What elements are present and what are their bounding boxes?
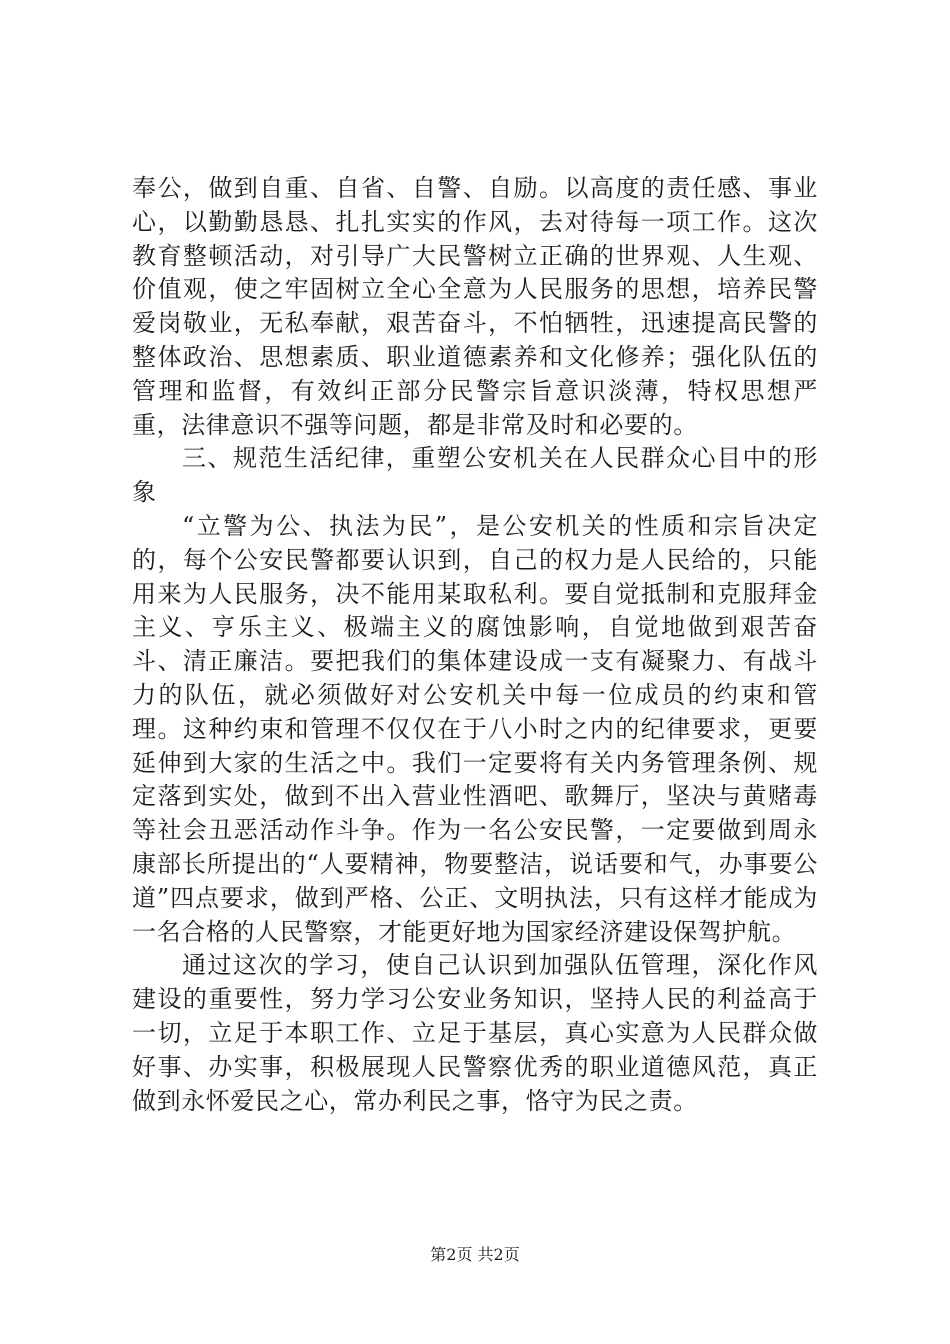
section-heading: 三、规范生活纪律，重塑公安机关在人民群众心目中的形象: [132, 444, 818, 507]
document-body: [132, 172, 818, 1118]
page-footer: 第2页 共2页: [430, 1245, 520, 1264]
paragraph-continued: 奉公，做到自重、自省、自警、自励。以高度的责任感、事业心，以勤勤恳恳、扎扎实实的作风，去对待每一项工作。这次教育整顿活动，对引导广大民警树立正确的世界观、人生观、价值观，使之牢固树立全心全意为人民服务的思想，培养民警爱岗敬业，无私奉献，艰苦奋斗，不怕牺牲，迅速提高民警的整体政治、思想素质、职业道德素养和文化修养；强化队伍的管理和监督，有效纠正部分民警宗旨意识淡薄，特权思想严重，法律意识不强等问题，都是非常及时和必要的。: [132, 174, 818, 439]
paragraph-conclusion: 通过这次的学习，使自己认识到加强队伍管理，深化作风建设的重要性，努力学习公安业务知识，坚持人民的利益高于一切，立足于本职工作、立足于基层，真心实意为人民群众做好事、办实事，积极展现人民警察优秀的职业道德风范，真正做到永怀爱民之心，常办利民之事，恪守为民之责。: [132, 951, 818, 1115]
paragraph-body: “立警为公、执法为民”，是公安机关的性质和宗旨决定的，每个公安民警都要认识到，自己的权力是人民给的，只能用来为人民服务，决不能用某取私利。要自觉抵制和克服拜金主义、亨乐主义、极端主义的腐蚀影响，自觉地做到艰苦奋斗、清正廉洁。要把我们的集体建设成一支有凝聚力、有战斗力的队伍，就必须做好对公安机关中每一位成员的约束和管理。这种约束和管理不仅仅在于八小时之内的纪律要求，更要延伸到大家的生活之中。我们一定要将有关内务管理条例、规定落到实处，做到不出入营业性酒吧、歌舞厅，坚决与黄赌毒等社会丑恶活动作斗争。作为一名公安民警，一定要做到周永康部长所提出的“人要精神，物要整洁，说话要和气，办事要公道”四点要求，做到严格、公正、文明执法，只有这样才能成为一名合格的人民警察，才能更好地为国家经济建设保驾护航。: [132, 511, 818, 946]
